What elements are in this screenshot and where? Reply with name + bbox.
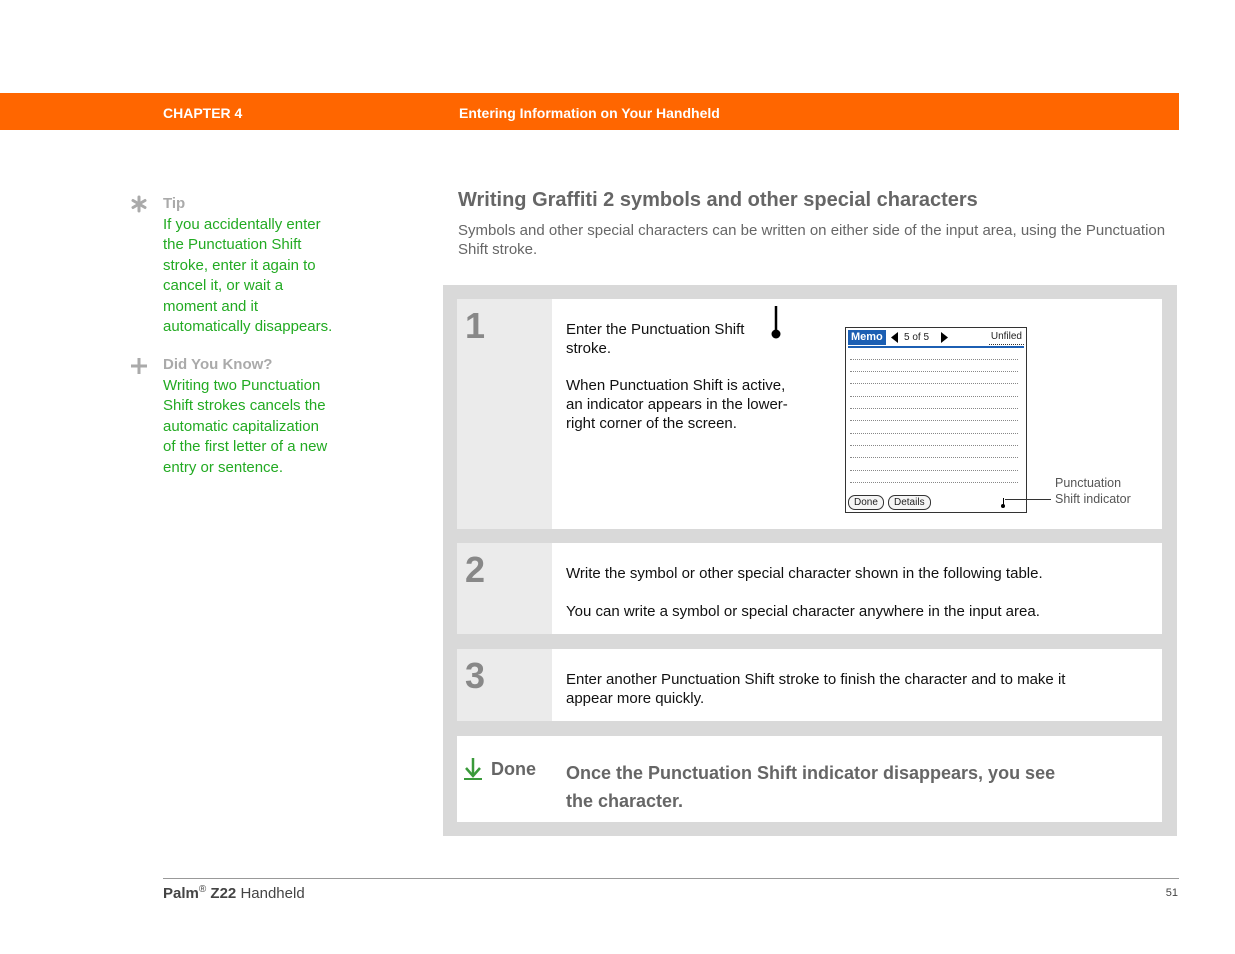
step-2 <box>457 543 1162 634</box>
callout-label: Punctuation Shift indicator <box>1055 476 1131 506</box>
step-3 <box>457 649 1162 721</box>
step-text: Enter another Punctuation Shift stroke to finish the character and to make it appear more quickly. <box>566 671 1066 707</box>
step-number: 1 <box>465 305 486 346</box>
page-number: 51 <box>1165 887 1178 899</box>
details-button[interactable]: Details <box>888 495 931 510</box>
punctuation-shift-stroke-icon <box>768 304 784 340</box>
done-text: Once the Punctuation Shift indicator disappears, you see the character. <box>566 763 1056 811</box>
step-number: 3 <box>465 655 486 696</box>
arrow-right-icon[interactable] <box>941 332 949 343</box>
tip-heading: Tip <box>163 195 186 212</box>
category-picker[interactable]: Unfiled <box>989 330 1024 345</box>
step-text: Write the symbol or other special character shown in the following table. You can write a symbol or special character anywhere in the input area. <box>566 565 1043 620</box>
arrow-left-icon[interactable] <box>891 332 899 343</box>
step-number: 2 <box>465 549 486 590</box>
plus-icon <box>130 357 148 375</box>
callout-line <box>1005 499 1051 500</box>
step-text: Enter the Punctuation Shift stroke. When Punctuation Shift is active, an indicator appears in the lower- right corner of the screen. <box>566 321 788 432</box>
did-you-know-heading: Did You Know? <box>163 356 273 373</box>
arrow-down-icon <box>463 757 483 781</box>
tip-text: If you accidentally enter the Punctuation Shift stroke, enter it again to cancel it, or wait a moment and it automatically disappears. <box>163 216 333 336</box>
did-you-know-text: Writing two Punctuation Shift strokes cancels the automatic capitalization of the first letter of a new entry or sentence. <box>163 377 328 476</box>
footer-rule <box>163 878 1179 879</box>
chapter-label: CHAPTER 4 <box>163 105 243 121</box>
section-heading: Writing Graffiti 2 symbols and other special characters <box>458 189 978 211</box>
footer-product: Palm® Z22 Handheld <box>163 884 305 902</box>
asterisk-icon <box>130 195 148 213</box>
done-label: Done <box>491 759 536 779</box>
done-button[interactable]: Done <box>848 495 884 510</box>
chapter-title: Entering Information on Your Handheld <box>459 105 720 121</box>
intro-paragraph: Symbols and other special characters can be written on either side of the input area, using the Punctuation Shift stroke. <box>458 222 1166 258</box>
handheld-screen <box>845 327 1027 513</box>
app-title: Memo <box>848 330 886 345</box>
record-pager: 5 of 5 <box>904 332 930 343</box>
